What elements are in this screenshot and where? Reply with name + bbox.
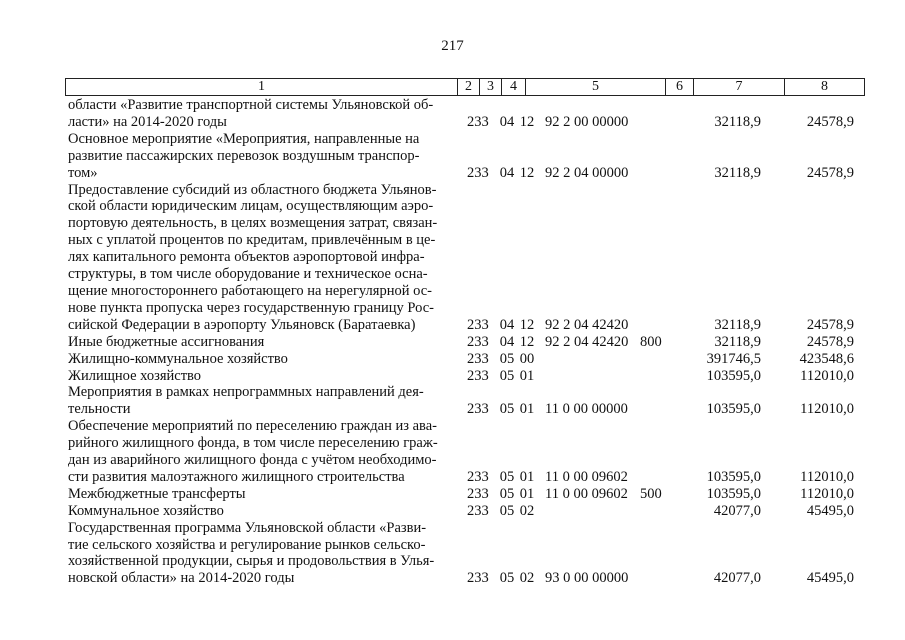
subsection-code: 02 bbox=[519, 502, 535, 519]
table-column-header bbox=[65, 78, 865, 96]
amount-col-7: 103595,0 bbox=[706, 367, 761, 384]
amount-col-7: 391746,5 bbox=[706, 350, 761, 367]
row-description: Предоставление субсидий из областного бюджета Ульянов- ской области юридическим лицам, осуществляющим аэро- портовую деятельность, в целях возмещения затрат, связан- ных с уплатой процентов по кредитам, привлечённым в це- лях капитального ремонта объектов аэропортовой инфра- структуры, в том числе оборудование и техническое осна- щение многостороннего работающего на нерегулярной ос- нове пункта пропуска через государственную границу Рос- сийской Федерации в аэропорту Ульяновск (Баратаевка) bbox=[68, 181, 438, 333]
amount-col-8: 24578,9 bbox=[806, 113, 854, 130]
section-code: 05 bbox=[499, 485, 515, 502]
table-row bbox=[0, 418, 905, 486]
amount-col-8: 24578,9 bbox=[806, 333, 854, 350]
amount-col-7: 103595,0 bbox=[706, 468, 761, 485]
row-description: Коммунальное хозяйство bbox=[68, 502, 224, 519]
subsection-code: 02 bbox=[519, 570, 535, 587]
row-description: области «Развитие транспортной системы Ульяновской об- ласти» на 2014-2020 годы bbox=[68, 97, 434, 130]
row-description: Мероприятия в рамках непрограммных направлений дея- тельности bbox=[68, 384, 424, 418]
amount-col-8: 45495,0 bbox=[806, 502, 854, 519]
subsection-code: 01 bbox=[519, 485, 535, 502]
section-code: 05 bbox=[499, 570, 515, 587]
amount-col-7: 32118,9 bbox=[714, 164, 761, 181]
table-row bbox=[0, 351, 905, 368]
subsection-code: 12 bbox=[519, 316, 535, 333]
section-code: 05 bbox=[499, 468, 515, 485]
section-code: 04 bbox=[499, 113, 515, 130]
amount-col-7: 32118,9 bbox=[714, 113, 761, 130]
admin-code: 233 bbox=[467, 468, 489, 485]
amount-col-8: 112010,0 bbox=[800, 468, 854, 485]
row-description: Обеспечение мероприятий по переселению граждан из ава- рийного жилищного фонда, в том числе переселению граж- дан из аварийного жилищного фонда с учётом необходимо- сти развития малоэтажного жилищного строительства bbox=[68, 418, 438, 485]
section-code: 05 bbox=[499, 502, 515, 519]
amount-col-7: 103595,0 bbox=[706, 401, 761, 418]
column-header-6: 6 bbox=[666, 79, 694, 95]
subsection-code: 01 bbox=[519, 468, 535, 485]
target-article-code: 92 2 04 42420 bbox=[545, 333, 629, 350]
table-row bbox=[0, 520, 905, 588]
admin-code: 233 bbox=[467, 401, 489, 418]
target-article-code: 92 2 04 42420 bbox=[545, 316, 629, 333]
amount-col-8: 24578,9 bbox=[806, 316, 854, 333]
section-code: 05 bbox=[499, 401, 515, 418]
column-header-7: 7 bbox=[694, 79, 785, 95]
table-row bbox=[0, 97, 905, 131]
admin-code: 233 bbox=[467, 333, 489, 350]
row-description: Иные бюджетные ассигнования bbox=[68, 333, 265, 350]
table-row bbox=[0, 503, 905, 520]
target-article-code: 92 2 04 00000 bbox=[545, 164, 629, 181]
subsection-code: 01 bbox=[519, 401, 535, 418]
amount-col-8: 112010,0 bbox=[800, 485, 854, 502]
amount-col-8: 45495,0 bbox=[806, 570, 854, 587]
admin-code: 233 bbox=[467, 113, 489, 130]
table-row bbox=[0, 368, 905, 385]
column-header-3: 3 bbox=[480, 79, 502, 95]
section-code: 04 bbox=[499, 333, 515, 350]
admin-code: 233 bbox=[467, 316, 489, 333]
target-article-code: 11 0 00 00000 bbox=[545, 401, 628, 418]
amount-col-7: 42077,0 bbox=[713, 502, 761, 519]
row-description: Межбюджетные трансферты bbox=[68, 485, 246, 502]
row-description: Государственная программа Ульяновской области «Разви- тие сельского хозяйства и регулирование рынков сельско- хозяйственной продукции, сырья и продовольствия в Улья- новской области» на 2014-2020 годы bbox=[68, 519, 435, 587]
subsection-code: 12 bbox=[519, 164, 535, 181]
admin-code: 233 bbox=[467, 570, 489, 587]
table-row bbox=[0, 131, 905, 182]
section-code: 05 bbox=[499, 350, 515, 367]
subsection-code: 12 bbox=[519, 113, 535, 130]
column-header-8: 8 bbox=[821, 79, 828, 94]
amount-col-8: 423548,6 bbox=[799, 350, 854, 367]
amount-col-8: 112010,0 bbox=[800, 367, 854, 384]
section-code: 05 bbox=[499, 367, 515, 384]
column-header-5: 5 bbox=[526, 79, 666, 95]
target-article-code: 11 0 00 09602 bbox=[545, 485, 628, 502]
section-code: 04 bbox=[499, 316, 515, 333]
admin-code: 233 bbox=[467, 164, 489, 181]
subsection-code: 00 bbox=[519, 350, 535, 367]
amount-col-7: 32118,9 bbox=[714, 316, 761, 333]
target-article-code: 11 0 00 09602 bbox=[545, 468, 628, 485]
row-description: Основное мероприятие «Мероприятия, направленные на развитие пассажирских перевозок воздушным транспор- том» bbox=[68, 130, 420, 181]
column-header-2: 2 bbox=[458, 79, 480, 95]
table-body bbox=[0, 97, 905, 587]
amount-col-7: 42077,0 bbox=[713, 570, 761, 587]
row-description: Жилищно-коммунальное хозяйство bbox=[68, 350, 288, 367]
amount-col-7: 103595,0 bbox=[706, 485, 761, 502]
admin-code: 233 bbox=[467, 367, 489, 384]
table-row bbox=[0, 486, 905, 503]
admin-code: 233 bbox=[467, 485, 489, 502]
column-header-4: 4 bbox=[502, 79, 526, 95]
row-description: Жилищное хозяйство bbox=[68, 367, 202, 384]
table-row bbox=[0, 182, 905, 334]
expense-type-code: 800 bbox=[640, 333, 662, 350]
table-row bbox=[0, 384, 905, 418]
amount-col-7: 32118,9 bbox=[714, 333, 761, 350]
target-article-code: 93 0 00 00000 bbox=[545, 570, 629, 587]
subsection-code: 12 bbox=[519, 333, 535, 350]
admin-code: 233 bbox=[467, 350, 489, 367]
amount-col-8: 24578,9 bbox=[806, 164, 854, 181]
page-number: 217 bbox=[441, 38, 464, 54]
subsection-code: 01 bbox=[519, 367, 535, 384]
admin-code: 233 bbox=[467, 502, 489, 519]
section-code: 04 bbox=[499, 164, 515, 181]
table-row bbox=[0, 334, 905, 351]
amount-col-8: 112010,0 bbox=[800, 401, 854, 418]
target-article-code: 92 2 00 00000 bbox=[545, 113, 629, 130]
column-header-1: 1 bbox=[66, 79, 458, 95]
expense-type-code: 500 bbox=[640, 485, 662, 502]
